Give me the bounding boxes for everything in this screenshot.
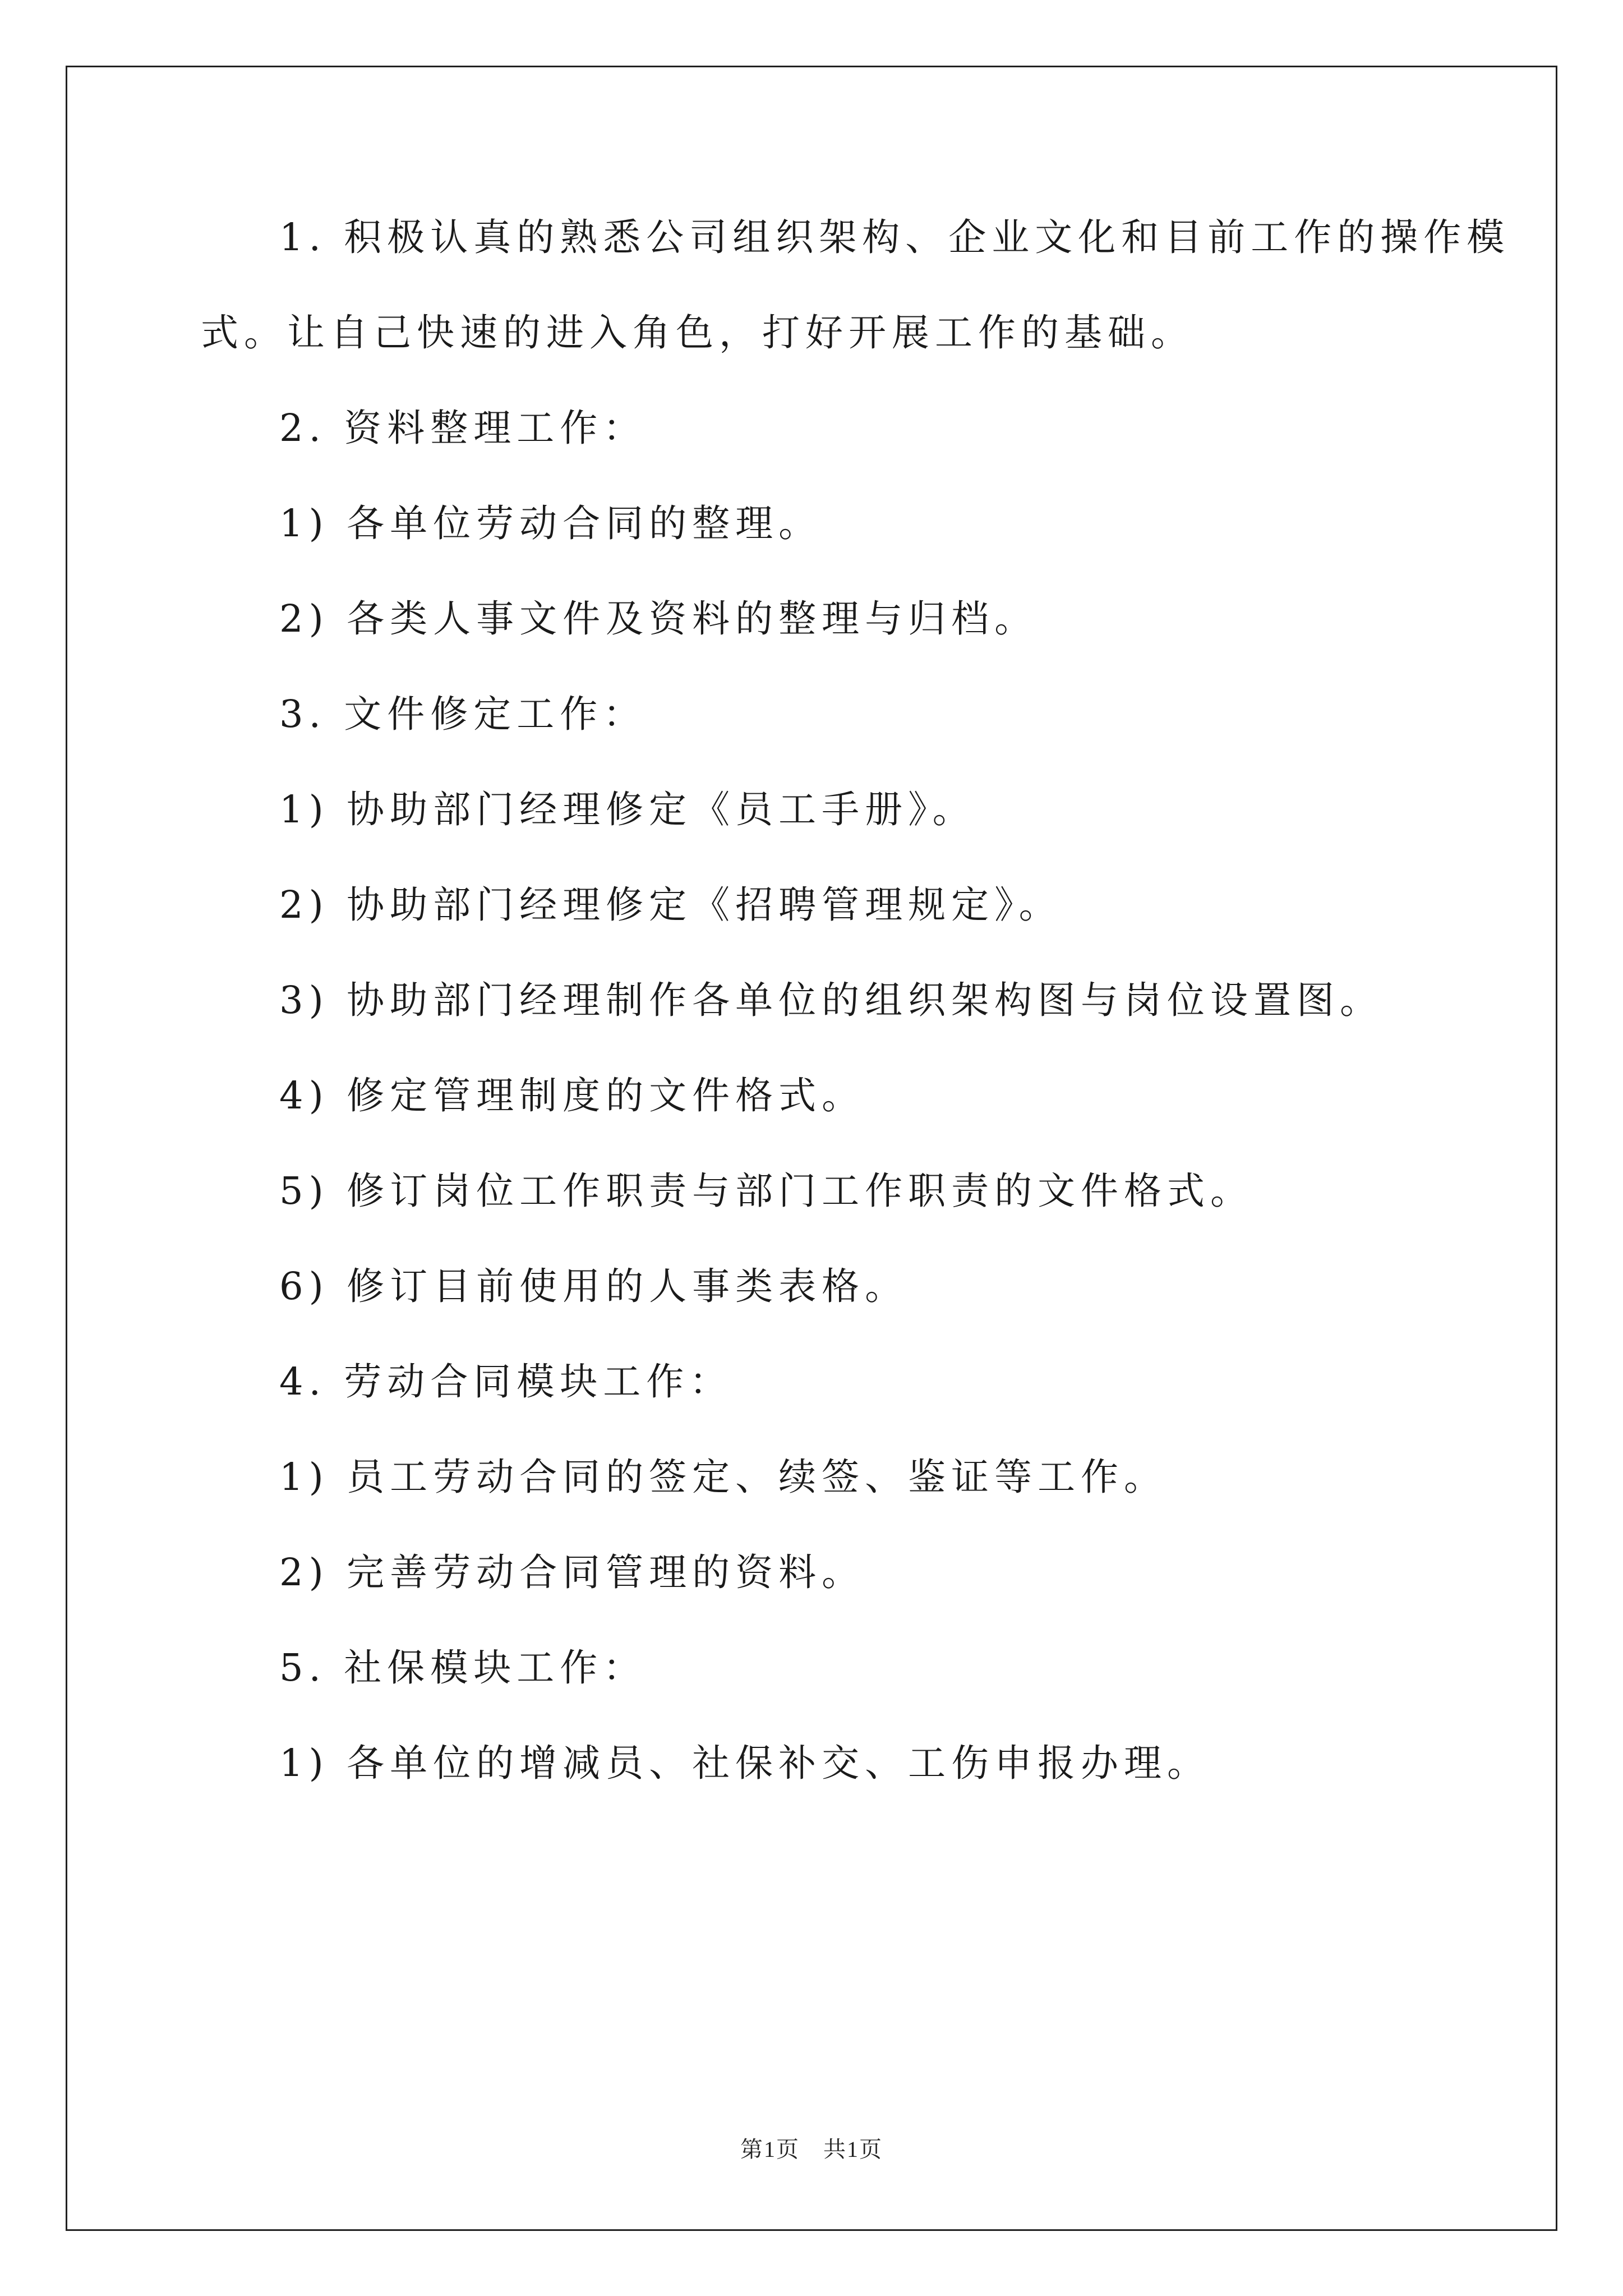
page-footer: 第1页 共1页	[740, 2137, 883, 2162]
list-item: 3) 协助部门经理制作各单位的组织架构图与岗位设置图。	[279, 978, 1384, 1022]
paragraph-1-line-1: 1. 积极认真的熟悉公司组织架构、企业文化和目前工作的操作模	[279, 215, 1510, 259]
paragraph-1	[201, 213, 1510, 357]
section-heading-2: 2. 资料整理工作：	[279, 406, 647, 450]
section-heading-3: 3. 文件修定工作：	[279, 692, 647, 736]
section-heading-4: 4. 劳动合同模块工作：	[279, 1360, 733, 1404]
document-body	[201, 213, 1510, 1834]
list-item: 5) 修订岗位工作职责与部门工作职责的文件格式。	[279, 1169, 1254, 1213]
list-item: 2) 协助部门经理修定《招聘管理规定》。	[279, 883, 1062, 927]
list-item: 2) 完善劳动合同管理的资料。	[279, 1550, 865, 1594]
section-heading-5: 5. 社保模块工作：	[279, 1646, 647, 1690]
list-item: 6) 修订目前使用的人事类表格。	[279, 1264, 909, 1308]
list-item: 1) 员工劳动合同的签定、续签、鉴证等工作。	[279, 1455, 1168, 1499]
list-item: 2) 各类人事文件及资料的整理与归档。	[279, 597, 1038, 641]
list-item: 1) 各单位劳动合同的整理。	[279, 501, 822, 545]
paragraph-1-line-2: 式。让自己快速的进入角色，打好开展工作的基础。	[201, 311, 1194, 355]
list-item: 1) 各单位的增减员、社保补交、工伤申报办理。	[279, 1741, 1211, 1785]
list-item: 4) 修定管理制度的文件格式。	[279, 1074, 865, 1117]
list-item: 1) 协助部门经理修定《员工手册》。	[279, 788, 976, 831]
